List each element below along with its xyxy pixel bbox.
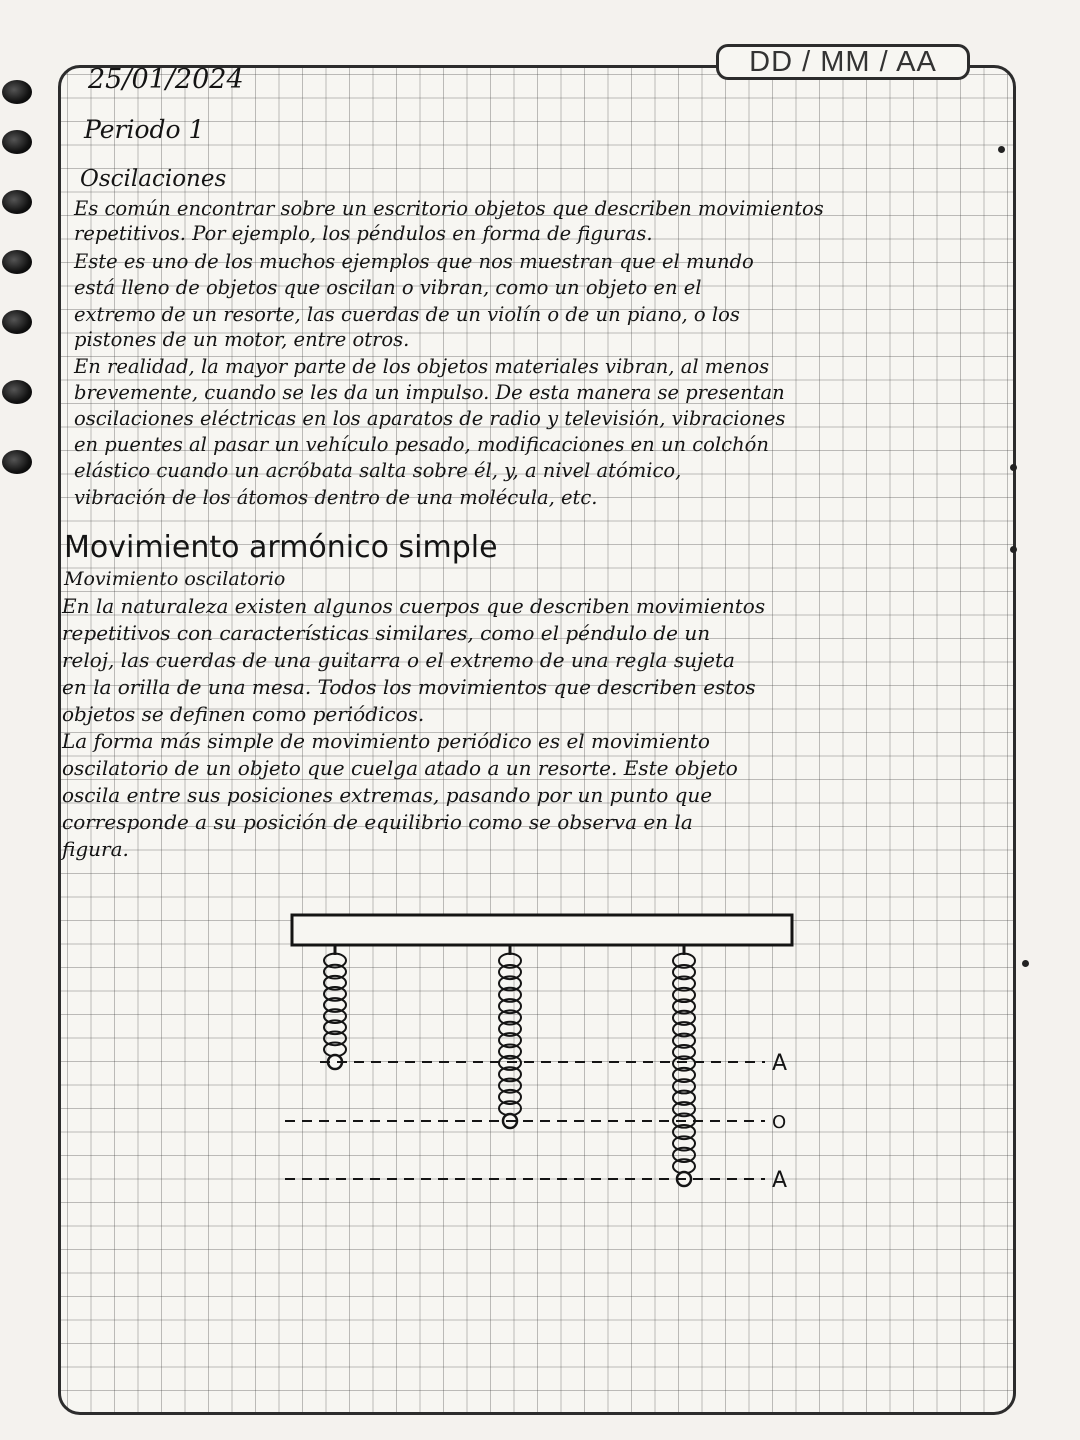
text-line: En realidad, la mayor parte de los objetos materiales vibran, al menos bbox=[74, 355, 770, 378]
label-a-top: A bbox=[772, 1051, 788, 1076]
pen-dot bbox=[1022, 960, 1029, 967]
text-line: vibración de los átomos dentro de una molécula, etc. bbox=[74, 486, 598, 509]
text-line: La forma más simple de movimiento periódico es el movimiento bbox=[62, 729, 710, 753]
pen-dot bbox=[998, 146, 1005, 153]
spiral-ring bbox=[2, 190, 32, 214]
text-line: brevemente, cuando se les da un impulso. De esta manera se presentan bbox=[74, 381, 785, 404]
text-line: en la orilla de una mesa. Todos los movimientos que describen estos bbox=[62, 675, 756, 699]
text-line: extremo de un resorte, las cuerdas de un violín o de un piano, o los bbox=[74, 303, 740, 326]
text-line: elástico cuando un acróbata salta sobre él, y, a nivel atómico, bbox=[74, 459, 682, 482]
spiral-ring bbox=[2, 80, 32, 104]
section-title-mas: Movimiento armónico simple bbox=[64, 530, 498, 565]
section-subtitle: Movimiento oscilatorio bbox=[64, 568, 286, 590]
text-line: figura. bbox=[62, 837, 129, 861]
spring-compressed bbox=[324, 954, 346, 1069]
section-heading-oscilaciones: Oscilaciones bbox=[80, 166, 227, 192]
spiral-ring bbox=[2, 380, 32, 404]
text-line: Es común encontrar sobre un escritorio objetos que describen movimientos bbox=[74, 197, 824, 220]
spiral-ring bbox=[2, 450, 32, 474]
text-line: oscilatorio de un objeto que cuelga atado a un resorte. Este objeto bbox=[62, 756, 738, 780]
spring-extended bbox=[673, 954, 695, 1186]
text-line: En la naturaleza existen algunos cuerpos que describen movimientos bbox=[62, 594, 766, 618]
text-line: está lleno de objetos que oscilan o vibran, como un objeto en el bbox=[74, 276, 702, 299]
text-line: reloj, las cuerdas de una guitarra o el extremo de una regla sujeta bbox=[62, 648, 735, 672]
text-line: repetitivos. Por ejemplo, los péndulos en forma de figuras. bbox=[74, 222, 653, 245]
written-date: 25/01/2024 bbox=[88, 64, 244, 95]
support-beam bbox=[292, 915, 792, 945]
spiral-ring bbox=[2, 310, 32, 334]
notebook-spiral bbox=[0, 60, 34, 520]
text-line: corresponde a su posición de equilibrio como se observa en la bbox=[62, 810, 693, 834]
text-line: objetos se definen como periódicos. bbox=[62, 702, 425, 726]
spiral-ring bbox=[2, 250, 32, 274]
label-o: O bbox=[772, 1112, 787, 1133]
label-a-bottom: A bbox=[772, 1168, 788, 1193]
period-label: Periodo 1 bbox=[84, 115, 205, 144]
text-line: en puentes al pasar un vehículo pesado, modificaciones en un colchón bbox=[74, 433, 769, 456]
spring-oscillation-figure bbox=[260, 900, 820, 1210]
text-line: oscilaciones eléctricas en los aparatos de radio y televisión, vibraciones bbox=[74, 407, 786, 430]
text-line: oscila entre sus posiciones extremas, pasando por un punto que bbox=[62, 783, 713, 807]
text-line: Este es uno de los muchos ejemplos que nos muestran que el mundo bbox=[74, 250, 754, 273]
pen-dot bbox=[1010, 464, 1017, 471]
spiral-ring bbox=[2, 130, 32, 154]
text-line: pistones de un motor, entre otros. bbox=[74, 328, 410, 351]
pen-dot bbox=[1010, 546, 1017, 553]
text-line: repetitivos con características similares, como el péndulo de un bbox=[62, 621, 711, 645]
date-template-box: DD / MM / AA bbox=[716, 44, 970, 80]
spring-equilibrium bbox=[499, 954, 521, 1128]
